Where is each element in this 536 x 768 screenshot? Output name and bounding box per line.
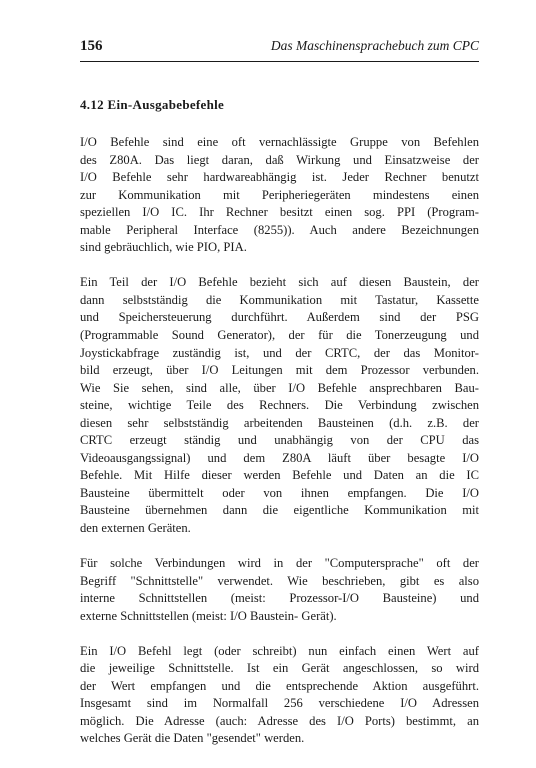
text-line: möglich. Die Adresse (auch: Adresse des I/O Ports) bestimmt, an [80,713,479,728]
running-title: Das Maschinensprachebuch zum CPC [270,38,479,53]
text-line: Befehle. Mit Hilfe dieser werden Befehle und Daten an die IC [80,468,479,483]
section-heading: 4.12 Ein-Ausgabebefehle [80,97,225,112]
page-header [80,38,479,62]
text-line: des Z80A. Das liegt daran, daß Wirkung und Einsatzweise der [80,152,479,167]
text-line: Joystickabfrage zuständig ist, und der CRTC, der das Monitor- [80,345,479,360]
text-line: dann selbstständig die Kommunikation mit Tastatur, Kassette [80,292,479,307]
paragraph-3 [80,555,479,625]
text-line: interne Schnittstellen (meist: Prozessor-I/O Bausteine) und [80,591,479,606]
text-line: Insgesamt sind im Normalfall 256 verschiedene I/O Adressen [80,696,479,711]
paragraph-2 [80,274,479,537]
text-line: die jeweilige Schnittstelle. Ist ein Gerät angeschlossen, so wird [80,661,479,676]
text-line: bild erzeugt, über I/O Leitungen mit dem Prozessor verbunden. [80,363,479,378]
text-line: und Speichersteuerung durchführt. Außerdem sind der PSG [80,310,479,325]
text-line: speziellen I/O IC. Ihr Rechner besitzt einen sog. PPI (Program- [80,205,479,220]
text-line: welches Gerät die Daten "gesendet" werden. [80,731,305,746]
text-line: Videoausgangssignal) und dem Z80A läuft über besagte I/O [80,450,479,465]
text-line: der Wert empfangen und die entsprechende Aktion ausgeführt. [80,678,479,693]
text-line: mable Peripheral Interface (8255)). Auch andere Bezeichnungen [80,222,479,237]
text-line: Ein I/O Befehl legt (oder schreibt) nun einfach einen Wert auf [80,643,479,658]
text-line: Für solche Verbindungen wird in der "Computersprache" oft der [80,556,479,571]
paragraph-1 [80,134,479,257]
text-line: Wie Sie sehen, sind alle, über I/O Befehle ansprechbaren Bau- [80,380,479,395]
page-number: 156 [80,38,103,54]
text-line: externe Schnittstellen (meist: I/O Baustein- Gerät). [80,608,337,623]
text-line: (Programmable Sound Generator), der für die Tonerzeugung und [80,327,479,342]
text-line: diesen sehr selbstständig arbeitenden Bausteinen (d.h. z.B. der [80,415,479,430]
body-text [80,134,479,748]
text-line: den externen Geräten. [80,520,191,535]
text-line: Bausteine übernehmen dann die eigentliche Kommunikation mit [80,503,479,518]
paragraph-4 [80,643,479,748]
text-line: I/O Befehle sind eine oft vernachlässigte Gruppe von Befehlen [80,135,479,149]
text-line: Bausteine übermittelt oder von ihnen empfangen. Die I/O [80,485,479,500]
book-page [80,38,479,766]
text-line: Begriff "Schnittstelle" verwendet. Wie beschrieben, gibt es also [80,573,479,588]
text-line: sind gebräuchlich, wie PIO, PIA. [80,240,247,255]
text-line: zur Kommunikation mit Peripheriegeräten mindestens einen [80,187,479,202]
text-line: I/O Befehle sehr hardwareabhängig ist. Jeder Rechner benutzt [80,170,479,185]
text-line: Ein Teil der I/O Befehle bezieht sich auf diesen Baustein, der [80,275,479,290]
text-line: steine, wichtige Teile des Rechners. Die Verbindung zwischen [80,398,479,413]
text-line: CRTC erzeugt ständig und unabhängig von der CPU das [80,433,479,448]
